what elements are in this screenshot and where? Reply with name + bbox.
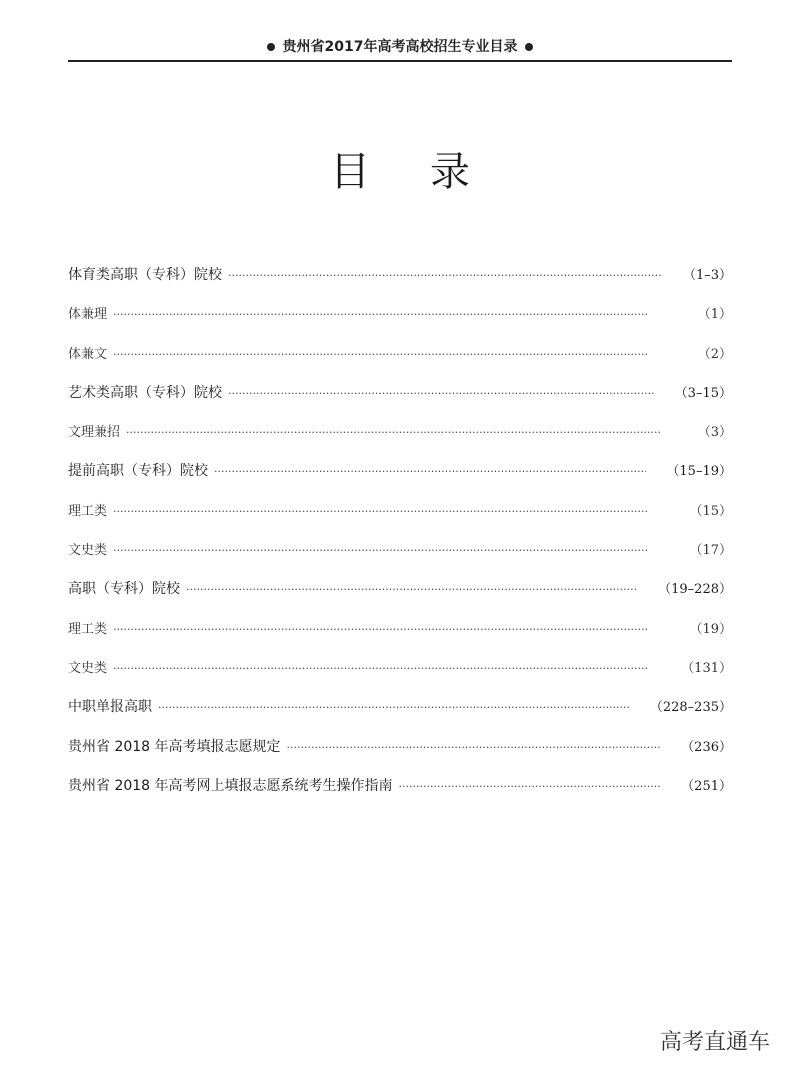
watermark: 高考直通车 [659, 1030, 770, 1055]
toc-entry-page: （17） [689, 543, 732, 559]
toc-entry-page: （228–235） [649, 700, 732, 716]
leader-dots [214, 465, 646, 478]
bullet-icon [267, 43, 275, 51]
toc-entry-label: 高职（专科）院校 [68, 581, 180, 598]
toc-entry-page: （15） [689, 503, 732, 519]
toc-entry[interactable] [68, 618, 732, 657]
toc-entry-label: 提前高职（专科）院校 [68, 463, 208, 480]
leader-dots [399, 780, 662, 793]
toc-entry[interactable] [68, 775, 732, 814]
toc-entry[interactable] [68, 500, 732, 539]
toc-entry[interactable] [68, 264, 732, 303]
toc-entry-label: 文史类 [68, 660, 108, 676]
toc-entry-label: 体兼文 [68, 346, 108, 362]
running-header-title: 贵州省2017年高考高校招生专业目录 [282, 39, 518, 55]
leader-dots [158, 701, 630, 714]
bullet-icon [525, 43, 533, 51]
toc-entry-label: 体兼理 [68, 307, 108, 323]
leader-dots [186, 583, 638, 596]
toc-entry-page: （236） [681, 739, 732, 755]
toc-entry-label: 文理兼招 [68, 425, 121, 441]
toc-entry-page: （3） [697, 425, 732, 441]
leader-dots [113, 348, 678, 361]
running-header [68, 36, 732, 56]
leader-dots [228, 387, 655, 400]
leader-dots [126, 426, 678, 439]
toc-entry[interactable] [68, 539, 732, 578]
toc-entry-page: （3–15） [674, 385, 732, 401]
header-rule [68, 60, 732, 62]
toc-entry-page: （1–3） [682, 268, 732, 283]
toc-entry-page: （15–19） [666, 464, 732, 480]
leader-dots [228, 269, 663, 282]
toc-entry-page: （251） [681, 778, 732, 794]
leader-dots [113, 308, 678, 321]
toc-entry-label: 文史类 [68, 543, 108, 559]
toc-entry[interactable] [68, 382, 732, 421]
toc-entry[interactable] [68, 343, 732, 382]
table-of-contents [68, 264, 732, 814]
toc-entry-page: （19–228） [658, 582, 732, 598]
toc-entry-page: （2） [697, 346, 732, 362]
toc-entry-label: 贵州省 2018 年高考填报志愿规定 [68, 738, 281, 755]
leader-dots [113, 623, 669, 636]
toc-entry-label: 理工类 [68, 621, 108, 637]
toc-entry-label: 贵州省 2018 年高考网上填报志愿系统考生操作指南 [68, 777, 393, 794]
toc-entry-label: 艺术类高职（专科）院校 [68, 384, 222, 401]
toc-entry[interactable] [68, 303, 732, 342]
leader-dots [113, 662, 661, 675]
toc-entry[interactable] [68, 736, 732, 775]
toc-entry-page: （19） [689, 621, 732, 637]
toc-entry-page: （1） [697, 307, 732, 323]
toc-entry[interactable] [68, 460, 732, 499]
toc-entry[interactable] [68, 578, 732, 617]
toc-entry[interactable] [68, 657, 732, 696]
leader-dots [287, 741, 662, 754]
toc-entry[interactable] [68, 696, 732, 735]
toc-entry-label: 中职单报高职 [68, 699, 152, 716]
toc-entry-page: （131） [681, 660, 732, 676]
page-title: 目录 [330, 149, 530, 195]
toc-entry-label: 体育类高职（专科）院校 [68, 267, 222, 283]
leader-dots [113, 544, 669, 557]
leader-dots [113, 505, 669, 518]
toc-entry-label: 理工类 [68, 503, 108, 519]
toc-entry[interactable] [68, 421, 732, 460]
